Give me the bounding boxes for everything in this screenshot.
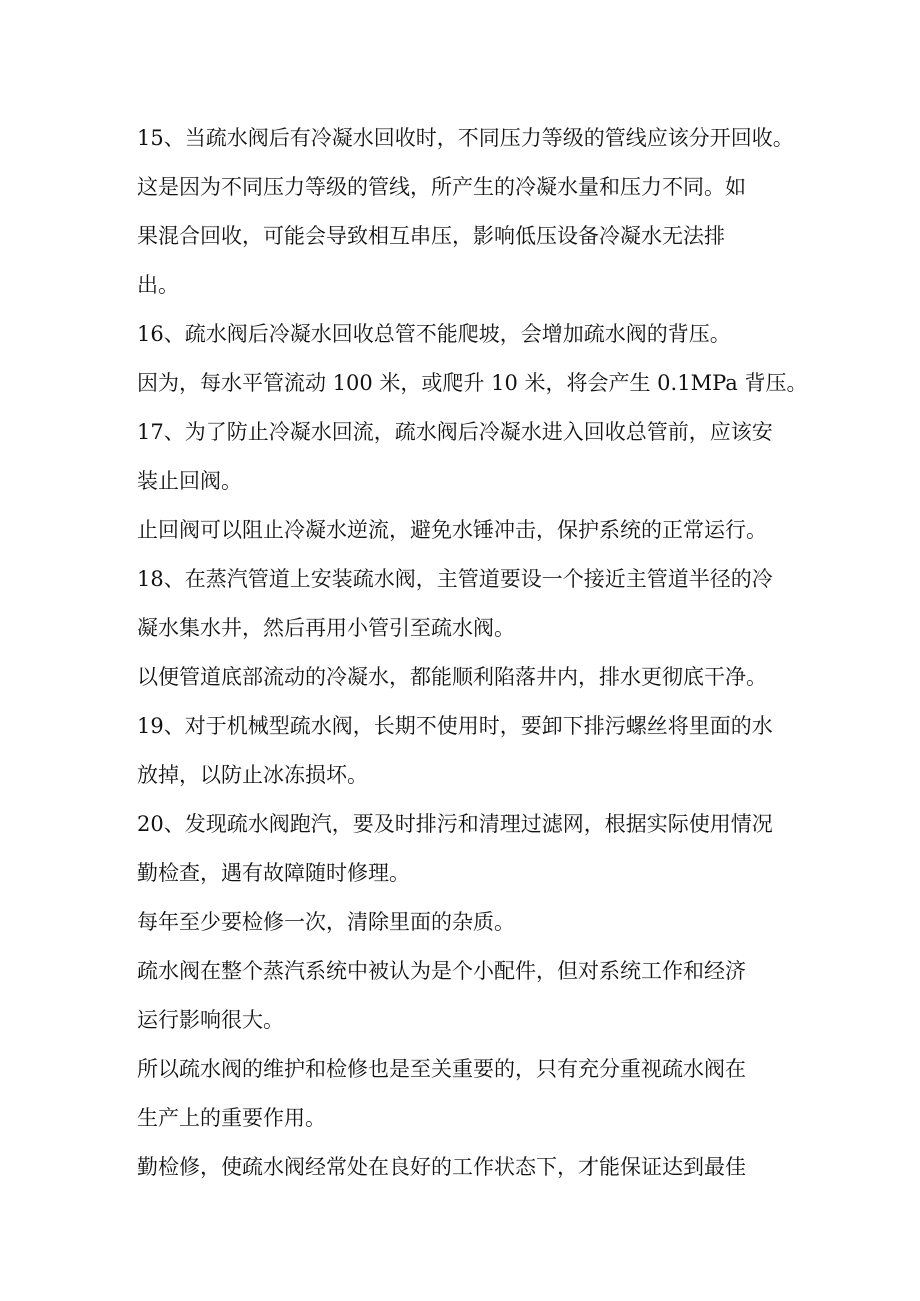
text-line: 放掉，以防止冰冻损坏。 bbox=[137, 763, 368, 787]
text-line: 因为，每水平管流动 100 米，或爬升 10 米，将会产生 0.1MPa 背压。 bbox=[137, 371, 808, 395]
text-line: 疏水阀在整个蒸汽系统中被认为是个小配件，但对系统工作和经济 bbox=[137, 959, 746, 983]
text-line: 以便管道底部流动的冷凝水，都能顺利陷落井内，排水更彻底干净。 bbox=[137, 665, 767, 689]
text-line: 凝水集水井，然后再用小管引至疏水阀。 bbox=[137, 616, 515, 640]
text-line: 每年至少要检修一次，清除里面的杂质。 bbox=[137, 910, 515, 934]
text-line: 17、为了防止冷凝水回流，疏水阀后冷凝水进入回收总管前，应该安 bbox=[137, 420, 773, 444]
text-line: 止回阀可以阻止冷凝水逆流，避免水锤冲击，保护系统的正常运行。 bbox=[137, 518, 767, 542]
text-line: 18、在蒸汽管道上安装疏水阀，主管道要设一个接近主管道半径的冷 bbox=[137, 567, 773, 591]
text-line: 19、对于机械型疏水阀，长期不使用时，要卸下排污螺丝将里面的水 bbox=[137, 714, 773, 738]
text-line: 所以疏水阀的维护和检修也是至关重要的，只有充分重视疏水阀在 bbox=[137, 1057, 746, 1081]
text-line: 勤检修，使疏水阀经常处在良好的工作状态下，才能保证达到最佳 bbox=[137, 1155, 746, 1179]
text-line: 这是因为不同压力等级的管线，所产生的冷凝水量和压力不同。如 bbox=[137, 175, 746, 199]
text-line: 生产上的重要作用。 bbox=[137, 1106, 326, 1130]
text-line: 16、疏水阀后冷凝水回收总管不能爬坡，会增加疏水阀的背压。 bbox=[137, 322, 731, 346]
text-line: 运行影响很大。 bbox=[137, 1008, 284, 1032]
text-line: 勤检查，遇有故障随时修理。 bbox=[137, 861, 410, 885]
text-line: 20、发现疏水阀跑汽，要及时排污和清理过滤网，根据实际使用情况 bbox=[137, 812, 773, 836]
text-line: 15、当疏水阀后有冷凝水回收时，不同压力等级的管线应该分开回收。 bbox=[137, 126, 794, 150]
document-body bbox=[137, 114, 807, 1192]
text-line: 装止回阀。 bbox=[137, 469, 242, 493]
text-line: 出。 bbox=[137, 273, 179, 297]
text-line: 果混合回收，可能会导致相互串压，影响低压设备冷凝水无法排 bbox=[137, 224, 725, 248]
